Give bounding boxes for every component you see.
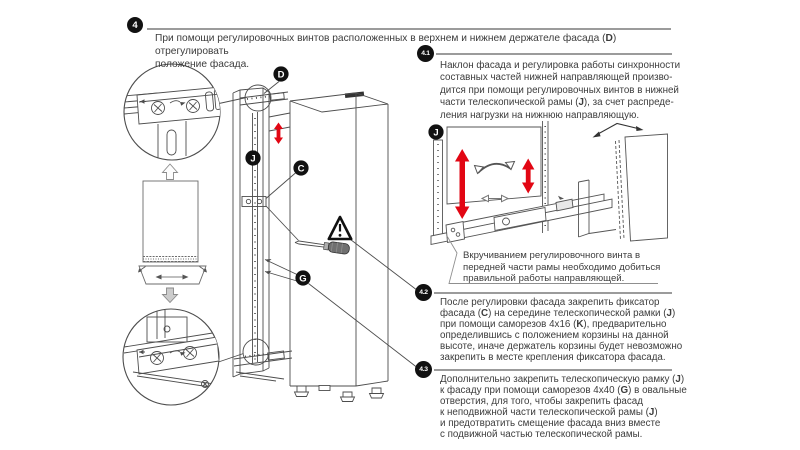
warning-icon bbox=[329, 217, 351, 239]
svg-text:J: J bbox=[250, 153, 256, 165]
section-43-rule bbox=[434, 369, 672, 371]
main-cabinet-drawing bbox=[217, 82, 418, 402]
section-43-text: Дополнительно закрепить телескопическую рамку (J) к фасаду при помощи саморезов 4x40 (G) в овальные отверстия, для того, чтобы закрепить фасад к неподвижной части телескопической рамы (J) и предотвратить смещение фасада вниз вместе с подвижной частью телескопической рамы. bbox=[440, 374, 687, 441]
leader-line-c bbox=[266, 173, 299, 241]
detail-view-top bbox=[124, 64, 223, 160]
section-badge-43: 4.3 bbox=[415, 361, 432, 378]
detail-view-bottom bbox=[123, 309, 219, 405]
cabinet-feet bbox=[295, 386, 384, 402]
svg-text:D: D bbox=[277, 69, 285, 81]
section-badge-42: 4.2 bbox=[415, 284, 432, 301]
up-arrow-icon bbox=[163, 164, 178, 180]
tilted-fasad-panel bbox=[616, 134, 668, 241]
fasad-panel-small bbox=[143, 181, 198, 262]
pullout-frame bbox=[233, 88, 269, 377]
fasad-transfer-sequence bbox=[138, 164, 207, 303]
top-fasad-holder bbox=[240, 92, 364, 105]
tilt-direction-arrow-icon bbox=[593, 124, 644, 138]
fasad-bottom-edge bbox=[139, 266, 206, 284]
step-instruction-text: При помощи регулировочных винтов расположенных в верхнем и нижнем держателе фасада (D) отрегулировать положение фасада. bbox=[155, 33, 617, 70]
part-label-j-diagram bbox=[428, 124, 443, 139]
down-arrow-icon bbox=[163, 288, 178, 303]
part-label-j-main bbox=[245, 150, 260, 165]
fixator-bracket bbox=[242, 197, 266, 207]
screwdriver-icon bbox=[295, 241, 350, 255]
svg-text:G: G bbox=[299, 273, 307, 285]
step-number-badge: 4 bbox=[127, 17, 143, 33]
part-label-g bbox=[295, 270, 310, 285]
top-detail-highlight-circle bbox=[245, 85, 271, 111]
section-42-text: После регулировки фасада закрепить фиксатор фасада (C) на середине телескопической рамки (J) при помощи саморезов 4x16 (K), предварительно определившись с положением корзины на данной высоте, иначе держатель корзины будет невозможно закрепить в месте крепления фиксатора фасада. bbox=[440, 297, 683, 364]
svg-text:J: J bbox=[433, 127, 439, 139]
red-adjust-arrow-main bbox=[274, 123, 283, 145]
header-rule bbox=[147, 28, 671, 30]
bottom-detail-highlight-circle bbox=[243, 339, 269, 365]
section-badge-41: 4.1 bbox=[417, 45, 434, 62]
section-41-text: Наклон фасада и регулировка работы синхронности составных частей нижней направляющей произво- дится при помощи регулировочных винтов в нижней части телескопической рамы (J), за счет распреде- ления нагрузки на нижнюю направляющую. bbox=[440, 60, 681, 121]
left-telescopic-rail bbox=[432, 140, 445, 242]
part-label-c bbox=[293, 160, 308, 175]
connector-to-section-43 bbox=[309, 284, 417, 368]
leader-line-g bbox=[265, 259, 297, 281]
connector-to-section-42 bbox=[351, 240, 418, 291]
svg-text:C: C bbox=[297, 163, 305, 175]
section-42-rule bbox=[434, 292, 672, 294]
screw-callout-text: Вкручиванием регулировочного винта в передней части рамы необходимо добиться правильной работы направляющей. bbox=[463, 250, 661, 285]
